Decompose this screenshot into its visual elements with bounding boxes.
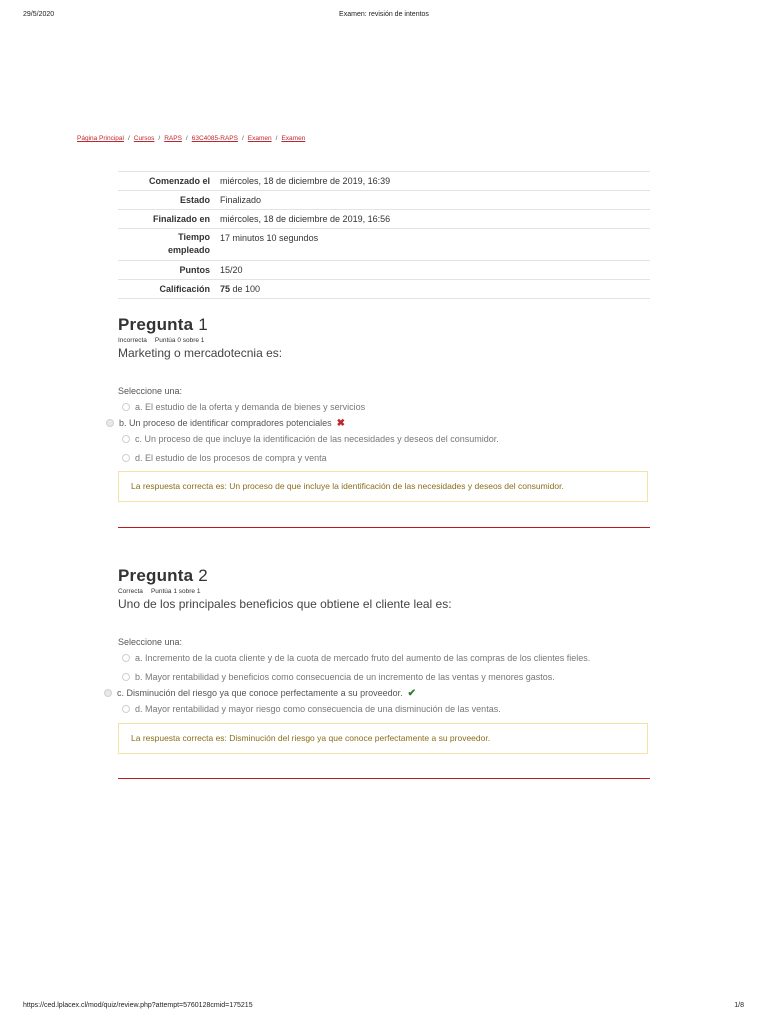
breadcrumb-course-link[interactable]: 63C4085-RAPS (191, 135, 238, 142)
question-meta (118, 337, 650, 344)
correct-answer-feedback: La respuesta correcta es: Un proceso de que incluye la identificación de las necesidades y deseos del consumidor. (118, 471, 648, 502)
breadcrumb-separator: / (127, 135, 130, 142)
breadcrumb-separator: / (241, 135, 244, 142)
summary-value (216, 280, 650, 299)
breadcrumb-separator: / (185, 135, 188, 142)
option-b[interactable] (122, 672, 555, 682)
option-label: b. Un proceso de identificar compradores potenciales (119, 418, 332, 428)
summary-label: Finalizado en (152, 214, 210, 224)
grade-value: 75 (220, 284, 231, 294)
question-divider (118, 778, 650, 779)
option-label: b. Mayor rentabilidad y beneficios como consecuencia de un incremento de las ventas y menores gastos. (135, 672, 555, 682)
breadcrumb (77, 135, 305, 142)
summary-label-line: empleado (167, 245, 210, 255)
summary-value: 15/20 (220, 265, 243, 275)
print-page-number: 1/8 (734, 1002, 744, 1009)
option-b[interactable] (106, 418, 345, 429)
radio-button[interactable] (122, 705, 130, 713)
correct-answer-feedback: La respuesta correcta es: Disminución del riesgo ya que conoce perfectamente a su proveedor. (118, 723, 648, 754)
summary-value: miércoles, 18 de diciembre de 2019, 16:39 (220, 176, 391, 186)
summary-row-tiempo (118, 229, 650, 261)
question-status: Correcta (118, 588, 143, 595)
question-score: Puntúa 0 sobre 1 (154, 337, 205, 344)
summary-row-finalizado (118, 210, 650, 229)
radio-button-checked[interactable] (104, 689, 112, 697)
option-d[interactable] (122, 453, 327, 463)
select-label: Seleccione una: (118, 386, 183, 396)
question-score: Puntúa 1 sobre 1 (150, 588, 201, 595)
breadcrumb-cursos-link[interactable]: Cursos (133, 135, 155, 142)
option-c[interactable] (104, 688, 416, 699)
radio-button[interactable] (122, 403, 130, 411)
question-meta (118, 588, 650, 595)
question-number: 1 (198, 315, 208, 334)
option-c[interactable] (122, 434, 499, 444)
incorrect-x-icon: ✖ (336, 418, 346, 429)
question-number: 2 (198, 566, 208, 585)
radio-button[interactable] (122, 673, 130, 681)
summary-label-line: Tiempo (178, 232, 210, 242)
grade-total: de 100 (230, 284, 261, 294)
question-2 (118, 566, 650, 781)
summary-label: Comenzado el (148, 176, 210, 186)
print-footer (0, 1002, 768, 1014)
summary-label: Puntos (179, 265, 210, 275)
radio-button[interactable] (122, 654, 130, 662)
summary-value: 17 minutos 10 segundos (220, 233, 319, 243)
summary-label: Estado (179, 195, 210, 205)
breadcrumb-separator: / (158, 135, 161, 142)
option-label: a. El estudio de la oferta y demanda de bienes y servicios (135, 402, 366, 412)
option-d[interactable] (122, 704, 501, 714)
question-1 (118, 315, 650, 530)
question-divider (118, 527, 650, 528)
summary-value: Finalizado (220, 195, 262, 205)
question-status: Incorrecta (118, 337, 147, 344)
select-label: Seleccione una: (118, 637, 183, 647)
correct-check-icon: ✔ (407, 688, 417, 699)
attempt-summary-table (118, 171, 650, 299)
summary-value: miércoles, 18 de diciembre de 2019, 16:56 (220, 214, 391, 224)
print-title: Examen: revisión de intentos (339, 11, 429, 18)
breadcrumb-raps-link[interactable]: RAPS (164, 135, 182, 142)
question-text: Marketing o mercadotecnia es: (118, 346, 283, 360)
summary-row-comenzado (118, 172, 650, 191)
option-label: d. El estudio de los procesos de compra y venta (135, 453, 327, 463)
print-date: 29/5/2020 (23, 11, 55, 18)
question-title-word: Pregunta (118, 315, 194, 334)
summary-row-estado (118, 191, 650, 210)
print-header (0, 11, 768, 23)
radio-button-checked[interactable] (106, 419, 114, 427)
question-title (118, 566, 650, 586)
option-label: c. Un proceso de que incluye la identificación de las necesidades y deseos del consumidor. (135, 434, 499, 444)
radio-button[interactable] (122, 435, 130, 443)
summary-label: Calificación (159, 284, 210, 294)
summary-label (118, 229, 216, 261)
question-title-word: Pregunta (118, 566, 194, 585)
breadcrumb-home-link[interactable]: Página Principal (77, 135, 124, 142)
breadcrumb-examen-link[interactable]: Examen (247, 135, 272, 142)
print-url: https://ced.lplacex.cl/mod/quiz/review.php?attempt=5760128cmid=175215 (23, 1002, 253, 1009)
option-a[interactable] (122, 402, 365, 412)
summary-row-puntos (118, 261, 650, 280)
summary-row-calificacion (118, 280, 650, 299)
question-text: Uno de los principales beneficios que obtiene el cliente leal es: (118, 597, 452, 611)
option-label: d. Mayor rentabilidad y mayor riesgo como consecuencia de una disminución de las ventas. (135, 704, 501, 714)
option-a[interactable] (122, 653, 590, 663)
option-label: c. Disminución del riesgo ya que conoce perfectamente a su proveedor. (117, 688, 403, 698)
breadcrumb-examen-current-link[interactable]: Examen (281, 135, 306, 142)
breadcrumb-separator: / (275, 135, 278, 142)
question-title (118, 315, 650, 335)
option-label: a. Incremento de la cuota cliente y de la cuota de mercado fruto del aumento de las compras de los clientes fieles. (135, 653, 591, 663)
radio-button[interactable] (122, 454, 130, 462)
